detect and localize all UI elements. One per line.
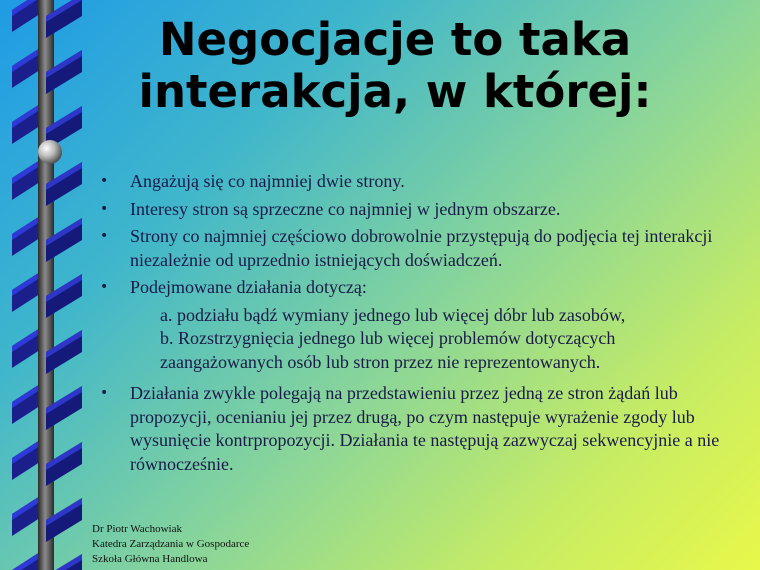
bullet-item — [100, 170, 720, 194]
ornament-ball — [38, 140, 62, 164]
footer-credits — [92, 522, 249, 567]
bullet-dot-icon: • — [100, 200, 109, 217]
bullet-text: Strony co najmniej częściowo dobrowolnie przystępują do podjęcia tej interakcji niezależnie od uprzednio istniejących doświadczeń. — [130, 226, 713, 270]
bullet-text: Podejmowane działania dotyczą: — [130, 277, 367, 297]
sub-list — [130, 304, 720, 375]
title-line-2: interakcja, w której: — [138, 65, 652, 118]
sub-item-b: b. Rozstrzygnięcia jednego lub więcej problemów dotyczących zaangażowanych osób lub stron przez nie reprezentowanych. — [160, 328, 616, 372]
bullet-dot-icon: • — [100, 279, 109, 295]
bullet-item — [100, 382, 720, 476]
bullet-item — [100, 198, 720, 222]
footer-department: Katedra Zarządzania w Gospodarce — [92, 538, 250, 550]
bullet-dot-icon: • — [100, 228, 109, 244]
bullet-text: Działania zwykle polegają na przedstawieniu przez jedną ze stron żądań lub propozycji, ocenianiu jej przez drugą, po czym następuje wyrażenie zgody lub wysunięcie kontrpropozycji. Działania te następują zazwyczaj sekwencyjnie a nie równocześnie. — [130, 383, 720, 474]
footer-author: Dr Piotr Wachowiak — [92, 523, 182, 535]
bullet-item — [100, 276, 720, 374]
title-line-1: Negocjacje to taka — [158, 13, 632, 66]
bullet-dot-icon: • — [100, 173, 109, 189]
bullet-text: Angażują się co najmniej dwie strony. — [130, 171, 405, 191]
bullet-text: Interesy stron są sprzeczne co najmniej w jednym obszarze. — [130, 198, 561, 219]
bullet-list — [100, 170, 720, 480]
decorative-chain-strip — [0, 0, 100, 570]
footer-school: Szkoła Główna Handlowa — [92, 553, 208, 565]
slide-title — [95, 14, 695, 118]
bullet-item — [100, 225, 720, 272]
bullet-dot-icon: • — [100, 385, 109, 401]
sub-item-a: a. podziału bądź wymiany jednego lub więcej dóbr lub zasobów, — [160, 304, 626, 325]
